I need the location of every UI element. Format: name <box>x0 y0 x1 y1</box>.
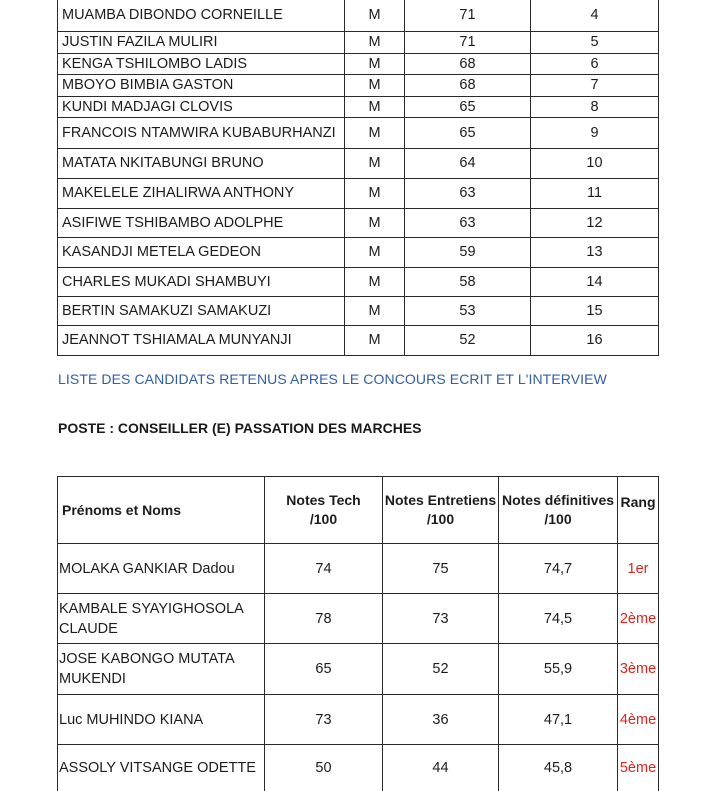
candidate-rank: 6 <box>531 53 659 74</box>
candidate-name <box>58 644 265 695</box>
table-row <box>58 0 659 31</box>
results-table <box>57 476 659 791</box>
candidate-name: MBOYO BIMBIA GASTON <box>58 74 345 96</box>
tech-score: 65 <box>265 644 383 695</box>
candidate-rank: 15 <box>531 296 659 325</box>
table-row <box>58 644 659 695</box>
col-header-interview-line2: /100 <box>426 511 455 527</box>
rank-value: 3ème <box>618 644 659 695</box>
candidate-sex: M <box>345 148 405 178</box>
candidate-name: MUAMBA DIBONDO CORNEILLE <box>58 0 345 31</box>
table-row <box>58 544 659 594</box>
candidate-name: KENGA TSHILOMBO LADIS <box>58 53 345 74</box>
rank-value: 4ème <box>618 695 659 745</box>
table-row <box>58 31 659 53</box>
table-row <box>58 296 659 325</box>
final-score: 74,7 <box>499 544 618 594</box>
final-score: 45,8 <box>499 745 618 791</box>
candidate-name: MATATA NKITABUNGI BRUNO <box>58 148 345 178</box>
tech-score: 74 <box>265 544 383 594</box>
candidate-score: 71 <box>405 0 531 31</box>
candidate-name-line1: Luc MUHINDO KIANA <box>59 711 204 728</box>
candidate-name: JUSTIN FAZILA MULIRI <box>58 31 345 53</box>
candidate-name-line2: MUKENDI <box>59 671 126 687</box>
candidate-rank: 7 <box>531 74 659 96</box>
table-row <box>58 96 659 117</box>
table-row <box>58 53 659 74</box>
rank-value: 1er <box>618 544 659 594</box>
col-header-final-line1: Notes définitives <box>501 492 615 508</box>
col-header-tech-line2: /100 <box>309 511 338 527</box>
candidate-sex: M <box>345 237 405 267</box>
candidate-name-line2: CLAUDE <box>59 620 118 637</box>
interview-score: 75 <box>383 544 499 594</box>
candidate-name: BERTIN SAMAKUZI SAMAKUZI <box>58 296 345 325</box>
candidate-rank: 5 <box>531 31 659 53</box>
interview-score: 36 <box>383 695 499 745</box>
interview-score: 73 <box>383 594 499 644</box>
candidate-score: 71 <box>405 31 531 53</box>
col-header-interview <box>383 477 499 544</box>
candidate-score: 53 <box>405 296 531 325</box>
col-header-interview-line1: Notes Entretiens <box>384 492 497 508</box>
candidate-rank: 13 <box>531 237 659 267</box>
table-row <box>58 745 659 791</box>
tech-score: 78 <box>265 594 383 644</box>
candidate-name <box>58 745 265 791</box>
candidate-name: JEANNOT TSHIAMALA MUNYANJI <box>58 325 345 355</box>
candidate-score: 59 <box>405 237 531 267</box>
rank-value: 2ème <box>618 594 659 644</box>
candidate-sex: M <box>345 53 405 74</box>
candidate-rank: 16 <box>531 325 659 355</box>
candidate-rank: 8 <box>531 96 659 117</box>
candidate-name <box>58 695 265 745</box>
candidate-sex: M <box>345 267 405 296</box>
candidate-sex: M <box>345 96 405 117</box>
table-row <box>58 237 659 267</box>
candidate-rank: 4 <box>531 0 659 31</box>
table-row <box>58 267 659 296</box>
candidate-sex: M <box>345 178 405 208</box>
col-header-final-line2: /100 <box>544 511 572 527</box>
candidate-score: 65 <box>405 96 531 117</box>
final-score: 55,9 <box>499 644 618 695</box>
candidate-score: 52 <box>405 325 531 355</box>
candidate-sex: M <box>345 0 405 31</box>
col-header-tech-line1: Notes Tech <box>286 492 361 508</box>
candidate-name <box>58 594 265 644</box>
candidate-name-line1: ASSOLY VITSANGE ODETTE <box>59 759 256 776</box>
table-row <box>58 117 659 148</box>
candidate-sex: M <box>345 31 405 53</box>
table-row <box>58 695 659 745</box>
candidate-name-line1: KAMBALE SYAYIGHOSOLA <box>59 600 244 617</box>
candidate-score: 63 <box>405 178 531 208</box>
candidate-rank: 14 <box>531 267 659 296</box>
candidate-sex: M <box>345 296 405 325</box>
candidate-name: ASIFIWE TSHIBAMBO ADOLPHE <box>58 208 345 237</box>
candidate-score: 65 <box>405 117 531 148</box>
candidate-rank: 12 <box>531 208 659 237</box>
table-row <box>58 325 659 355</box>
final-score: 47,1 <box>499 695 618 745</box>
candidate-sex: M <box>345 208 405 237</box>
candidate-name: KASANDJI METELA GEDEON <box>58 237 345 267</box>
ranking-table-continued <box>57 0 659 356</box>
candidate-rank: 10 <box>531 148 659 178</box>
col-header-final <box>499 477 618 544</box>
candidate-score: 64 <box>405 148 531 178</box>
candidate-name-line1: JOSE KABONGO MUTATA <box>59 651 235 667</box>
candidate-name: MAKELELE ZIHALIRWA ANTHONY <box>58 178 345 208</box>
tech-score: 73 <box>265 695 383 745</box>
final-score: 74,5 <box>499 594 618 644</box>
interview-score: 44 <box>383 745 499 791</box>
table-row <box>58 74 659 96</box>
candidate-score: 58 <box>405 267 531 296</box>
interview-score: 52 <box>383 644 499 695</box>
section-heading: LISTE DES CANDIDATS RETENUS APRES LE CONCOURS ECRIT ET L'INTERVIEW <box>58 371 607 387</box>
tech-score: 50 <box>265 745 383 791</box>
post-heading: POSTE : CONSEILLER (E) PASSATION DES MARCHES <box>58 420 422 436</box>
candidate-score: 68 <box>405 74 531 96</box>
candidate-rank: 9 <box>531 117 659 148</box>
col-header-tech <box>265 477 383 544</box>
rank-value: 5ème <box>618 745 659 791</box>
col-header-name: Prénoms et Noms <box>58 477 265 544</box>
table-header-row <box>58 477 659 544</box>
candidate-sex: M <box>345 117 405 148</box>
candidate-sex: M <box>345 325 405 355</box>
candidate-name-line1: MOLAKA GANKIAR Dadou <box>59 560 235 577</box>
candidate-score: 68 <box>405 53 531 74</box>
table-row <box>58 208 659 237</box>
candidate-rank: 11 <box>531 178 659 208</box>
table-row <box>58 594 659 644</box>
candidate-sex: M <box>345 74 405 96</box>
table-row <box>58 148 659 178</box>
table-row <box>58 178 659 208</box>
candidate-score: 63 <box>405 208 531 237</box>
candidate-name <box>58 544 265 594</box>
col-header-rank: Rang <box>618 477 659 544</box>
candidate-name: FRANCOIS NTAMWIRA KUBABURHANZI <box>58 117 345 148</box>
candidate-name: CHARLES MUKADI SHAMBUYI <box>58 267 345 296</box>
candidate-name: KUNDI MADJAGI CLOVIS <box>58 96 345 117</box>
